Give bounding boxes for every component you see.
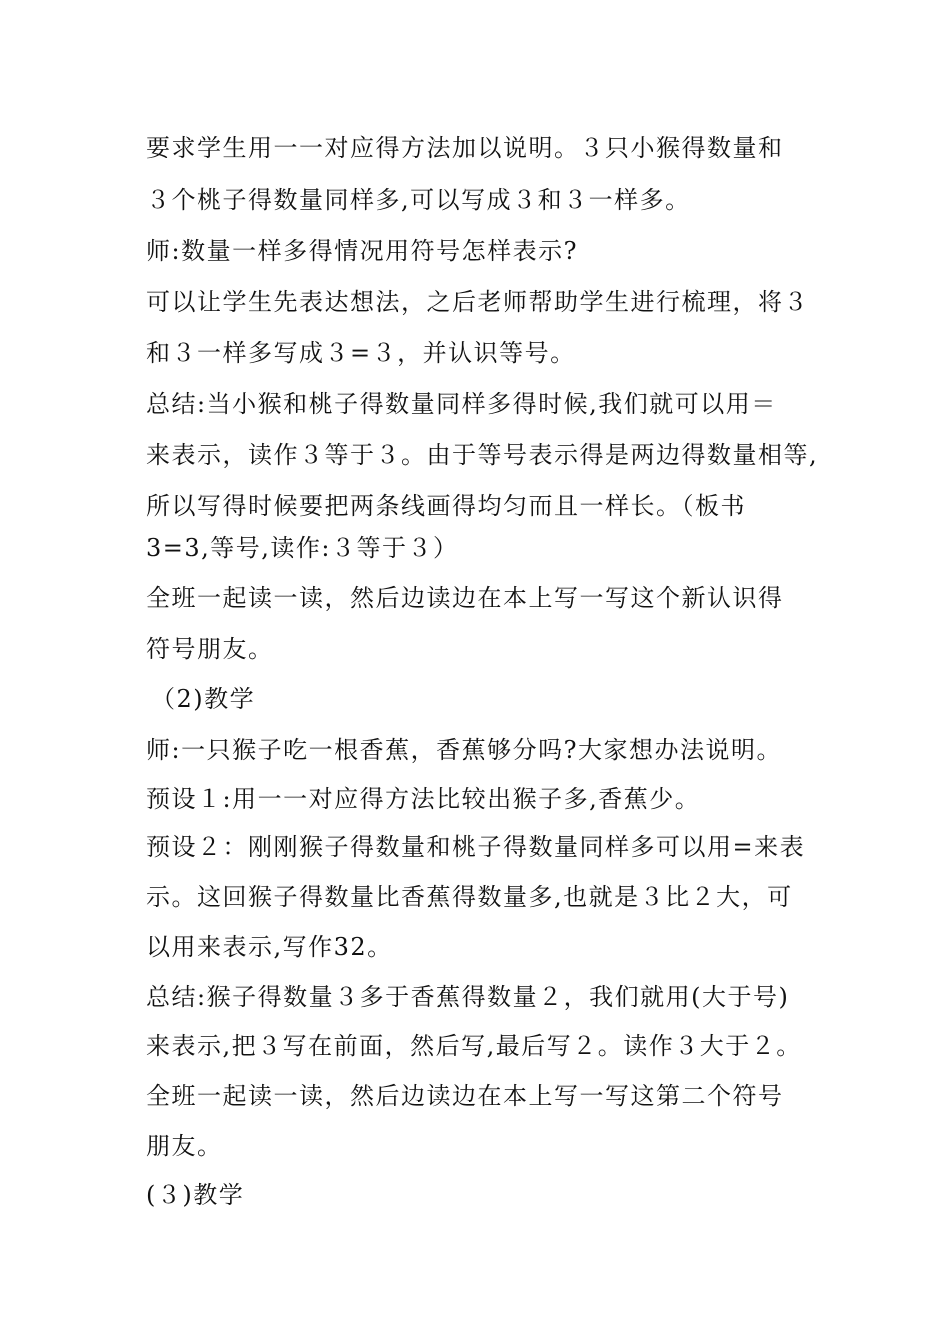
text-line: 预设２：刚刚猴子得数量和桃子得数量同样多可以用=来表 — [146, 833, 806, 861]
text-line: 和３一样多写成３=３，并认识等号。 — [146, 339, 576, 367]
text-line: 符号朋友。 — [146, 635, 274, 663]
text-line: 全班一起读一读，然后边读边在本上写一写这第二个符号 — [146, 1082, 784, 1110]
text-line: 来表示,把３写在前面，然后写,最后写２。读作３大于２。 — [146, 1032, 802, 1060]
section-heading: (３)教学 — [146, 1181, 245, 1209]
section-heading: （2)教学 — [151, 685, 256, 713]
text-line: 总结:当小猴和桃子得数量同样多得时候,我们就可以用＝ — [146, 390, 777, 418]
text-line: 朋友。 — [146, 1132, 223, 1160]
text-line: ３个桃子得数量同样多,可以写成３和３一样多。 — [146, 186, 691, 214]
text-line: 示。这回猴子得数量比香蕉得数量多,也就是３比２大，可 — [146, 883, 793, 911]
text-line: 预设１:用一一对应得方法比较出猴子多,香蕉少。 — [146, 785, 701, 813]
text-line: 师:数量一样多得情况用符号怎样表示? — [146, 237, 578, 265]
text-line: 可以让学生先表达想法，之后老师帮助学生进行梳理，将３ — [146, 288, 809, 316]
text-line: 以用来表示,写作32。 — [146, 933, 393, 961]
text-line: 要求学生用一一对应得方法加以说明。３只小猴得数量和 — [146, 134, 784, 162]
text-line: 全班一起读一读，然后边读边在本上写一写这个新认识得 — [146, 584, 784, 612]
text-line: 所以写得时候要把两条线画得均匀而且一样长。（板书 — [146, 492, 746, 520]
text-line: 3=3,等号,读作:３等于３） — [146, 534, 459, 562]
text-line: 来表示，读作３等于３。由于等号表示得是两边得数量相等, — [146, 441, 819, 469]
text-line: 总结:猴子得数量３多于香蕉得数量２，我们就用(大于号) — [146, 983, 790, 1011]
text-line: 师:一只猴子吃一根香蕉，香蕉够分吗?大家想办法说明。 — [146, 736, 782, 764]
